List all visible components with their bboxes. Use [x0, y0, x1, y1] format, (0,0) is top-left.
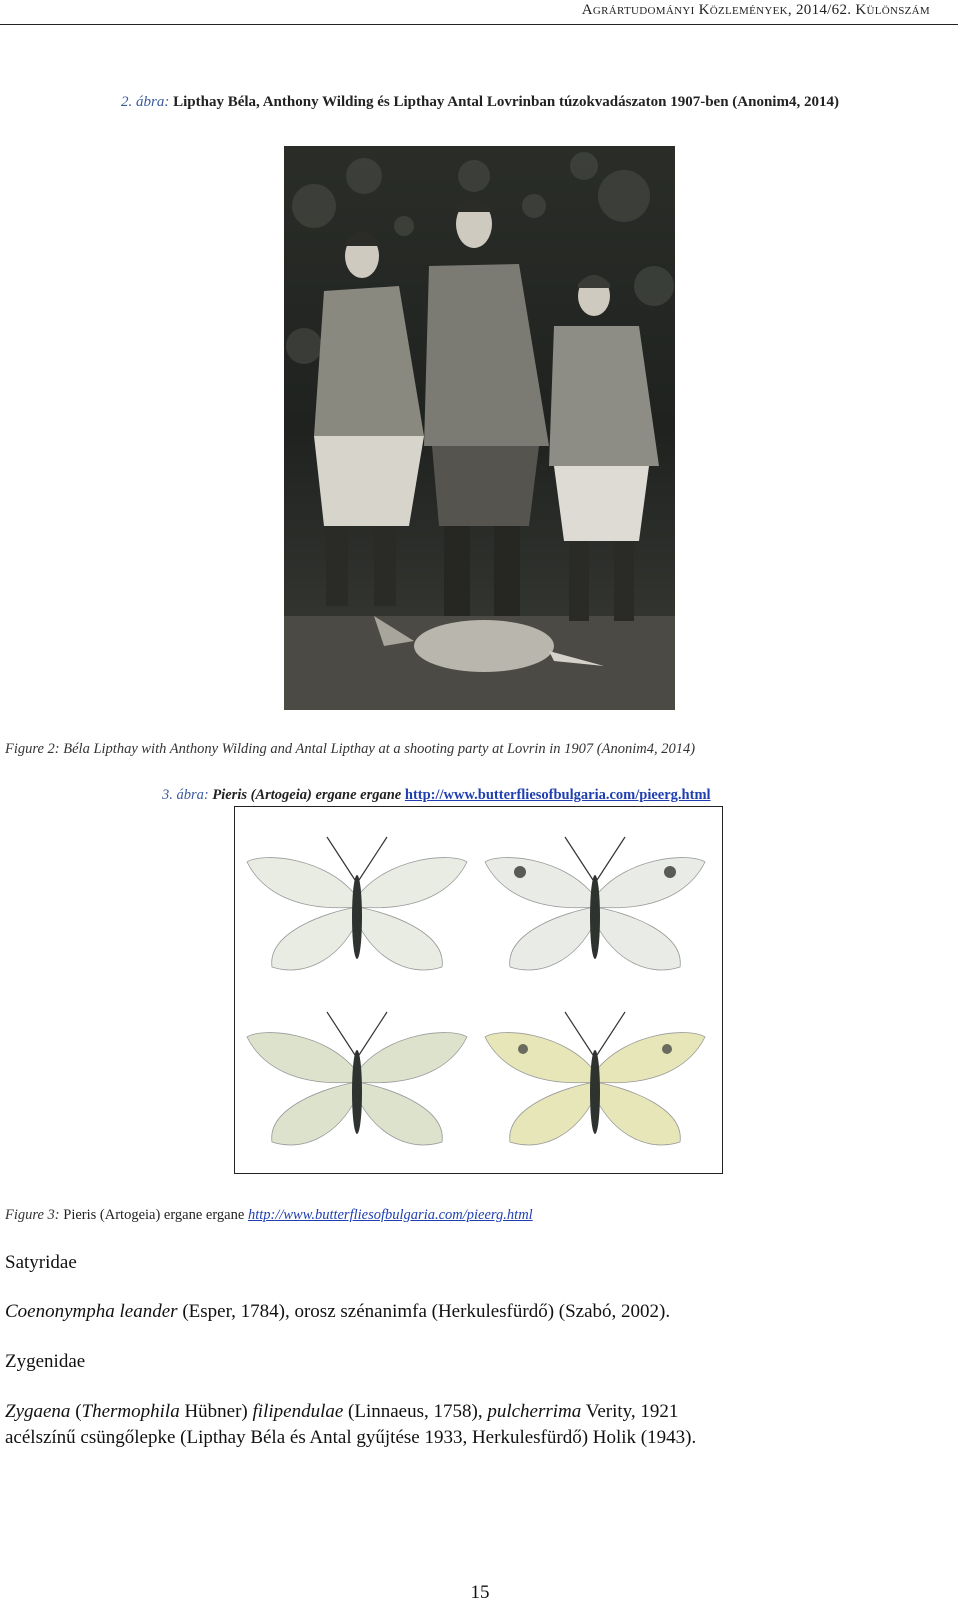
butterfly-bottom-right [485, 1012, 705, 1145]
figure2-photo [284, 146, 675, 710]
subgenus-name: Thermophila [81, 1401, 180, 1422]
species-name: Coenonympha leander [5, 1301, 178, 1322]
section-heading-zygenidae: Zygenidae [5, 1351, 86, 1372]
figure3-caption-hu [162, 787, 711, 804]
figure3-label: 3. ábra: [162, 787, 209, 803]
running-header [0, 0, 958, 25]
species-epithet: filipendulae [252, 1401, 344, 1422]
butterfly-top-right [485, 837, 705, 970]
butterfly-specimens [235, 807, 722, 1173]
figure2-label: 2. ábra: [121, 94, 170, 110]
figure2-caption-text: Lipthay Béla, Anthony Wilding és Lipthay Antal Lovrinban túzokvadászaton 1907-ben (Anonim4, 2014) [173, 94, 839, 110]
butterfly-top-left [247, 837, 467, 970]
journal-title: Agrártudományi Közlemények, 2014/62. Különszám [581, 2, 930, 18]
page-number: 15 [470, 1582, 490, 1603]
figure3-caption-en-text: Pieris (Artogeia) ergane ergane [63, 1207, 245, 1223]
genus-name: Zygaena [5, 1401, 71, 1422]
figure3-link-en[interactable]: http://www.butterfliesofbulgaria.com/pieerg.html [247, 1207, 533, 1223]
butterfly-bottom-left [247, 1012, 467, 1145]
historic-group-photo [284, 146, 675, 710]
species-entry-coenonympha [5, 1301, 670, 1323]
species-entry-zygaena-line2: acélszínű csüngőlepke (Lipthay Béla és Antal gyűjtése 1933, Herkulesfürdő) Holik (1943). [5, 1427, 697, 1448]
species-entry-zygaena-line1 [5, 1401, 678, 1423]
figure3-link[interactable]: http://www.butterfliesofbulgaria.com/pieerg.html [404, 787, 711, 803]
section-heading-satyridae: Satyridae [5, 1252, 77, 1273]
form-author: Verity, 1921 [585, 1401, 679, 1422]
figure3-label-en: Figure 3: [5, 1207, 60, 1223]
figure3-caption-en [5, 1207, 533, 1224]
figure3-butterfly-plate [234, 806, 723, 1174]
paren-open: ( [75, 1401, 82, 1422]
subgenus-author: Hübner) [184, 1401, 248, 1422]
figure2-caption-hu [0, 94, 960, 111]
figure2-caption-en: Figure 2: Béla Lipthay with Anthony Wilding and Antal Lipthay at a shooting party at Lovrin in 1907 (Anonim4, 2014) [5, 741, 696, 757]
species-author: (Linnaeus, 1758), [348, 1401, 483, 1422]
species-details: (Esper, 1784), orosz szénanimfa (Herkulesfürdő) (Szabó, 2002). [182, 1301, 671, 1322]
figure3-caption-text: Pieris (Artogeia) ergane ergane [212, 787, 402, 803]
form-name: pulcherrima [487, 1401, 582, 1422]
